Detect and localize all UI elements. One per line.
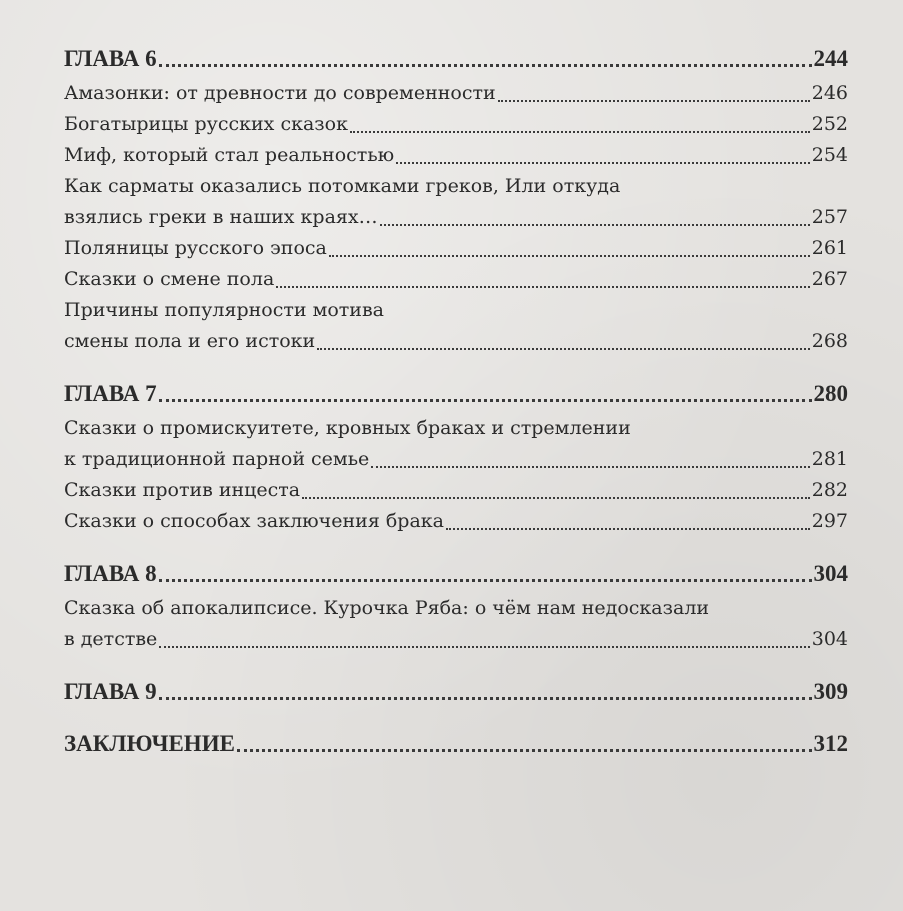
dot-leader xyxy=(396,140,810,171)
entry-title-line1: Сказки о промискуитете, кровных браках и стремлении xyxy=(64,417,631,439)
toc-entry xyxy=(64,78,848,109)
toc-entry xyxy=(64,506,848,537)
entry-page: 257 xyxy=(811,206,848,228)
dot-leader xyxy=(159,44,812,74)
toc-chapter-8 xyxy=(64,559,848,589)
dot-leader xyxy=(159,379,812,409)
entry-page: 267 xyxy=(811,268,848,290)
chapter-page: 304 xyxy=(813,561,848,586)
toc-entry xyxy=(64,264,848,295)
chapter-title: ГЛАВА 9 xyxy=(64,679,157,704)
toc-entry xyxy=(64,326,848,357)
chapter-page: 244 xyxy=(813,46,848,71)
chapter-title: ГЛАВА 8 xyxy=(64,561,157,586)
entry-title: к традиционной парной семье xyxy=(64,448,370,470)
entry-title: Поляницы русского эпоса xyxy=(64,237,327,259)
chapter-title: ЗАКЛЮЧЕНИЕ xyxy=(64,731,235,756)
entry-title: Сказки против инцеста xyxy=(64,479,301,501)
toc-entry xyxy=(64,475,848,506)
chapter-page: 312 xyxy=(813,731,848,756)
dot-leader xyxy=(159,677,812,707)
toc-entry xyxy=(64,140,848,171)
dot-leader xyxy=(350,109,810,140)
toc-conclusion xyxy=(64,729,848,759)
dot-leader xyxy=(159,559,812,589)
entry-page: 282 xyxy=(811,479,848,501)
entry-title: Сказки о способах заключения брака xyxy=(64,510,444,532)
toc-chapter-7 xyxy=(64,379,848,409)
dot-leader xyxy=(159,624,809,655)
chapter-page: 309 xyxy=(813,679,848,704)
entry-title: Богатырицы русских сказок xyxy=(64,113,348,135)
entry-title: Амазонки: от древности до современности xyxy=(64,82,496,104)
entry-page: 261 xyxy=(811,237,848,259)
dot-leader xyxy=(371,444,809,475)
table-of-contents xyxy=(64,44,848,759)
entry-title-line1: Как сарматы оказались потомками греков, Или откуда xyxy=(64,175,621,197)
entry-title-line1: Причины популярности мотива xyxy=(64,299,384,321)
toc-entry xyxy=(64,624,848,655)
dot-leader xyxy=(380,202,810,233)
entry-page: 268 xyxy=(811,330,848,352)
entry-page: 304 xyxy=(811,628,848,650)
entry-title-line1: Сказка об апокалипсисе. Курочка Ряба: о чём нам недосказали xyxy=(64,597,710,619)
toc-entry xyxy=(64,444,848,475)
toc-entry xyxy=(64,233,848,264)
entry-title: взялись греки в наших краях… xyxy=(64,206,378,228)
dot-leader xyxy=(446,506,810,537)
entry-page: 297 xyxy=(811,510,848,532)
entry-title: смены пола и его истоки xyxy=(64,330,316,352)
entry-page: 252 xyxy=(811,113,848,135)
toc-entry xyxy=(64,109,848,140)
dot-leader xyxy=(302,475,810,506)
entry-title: Миф, который стал реальностью xyxy=(64,144,395,166)
entry-page: 281 xyxy=(811,448,848,470)
entry-page: 254 xyxy=(811,144,848,166)
dot-leader xyxy=(237,729,812,759)
dot-leader xyxy=(498,78,810,109)
toc-entry xyxy=(64,202,848,233)
dot-leader xyxy=(317,326,810,357)
chapter-title: ГЛАВА 6 xyxy=(64,46,157,71)
toc-chapter-9 xyxy=(64,677,848,707)
toc-chapter-6 xyxy=(64,44,848,74)
entry-title: в детстве xyxy=(64,628,158,650)
dot-leader xyxy=(276,264,809,295)
entry-page: 246 xyxy=(811,82,848,104)
entry-title: Сказки о смене пола xyxy=(64,268,275,290)
dot-leader xyxy=(329,233,810,264)
chapter-page: 280 xyxy=(813,381,848,406)
chapter-title: ГЛАВА 7 xyxy=(64,381,157,406)
